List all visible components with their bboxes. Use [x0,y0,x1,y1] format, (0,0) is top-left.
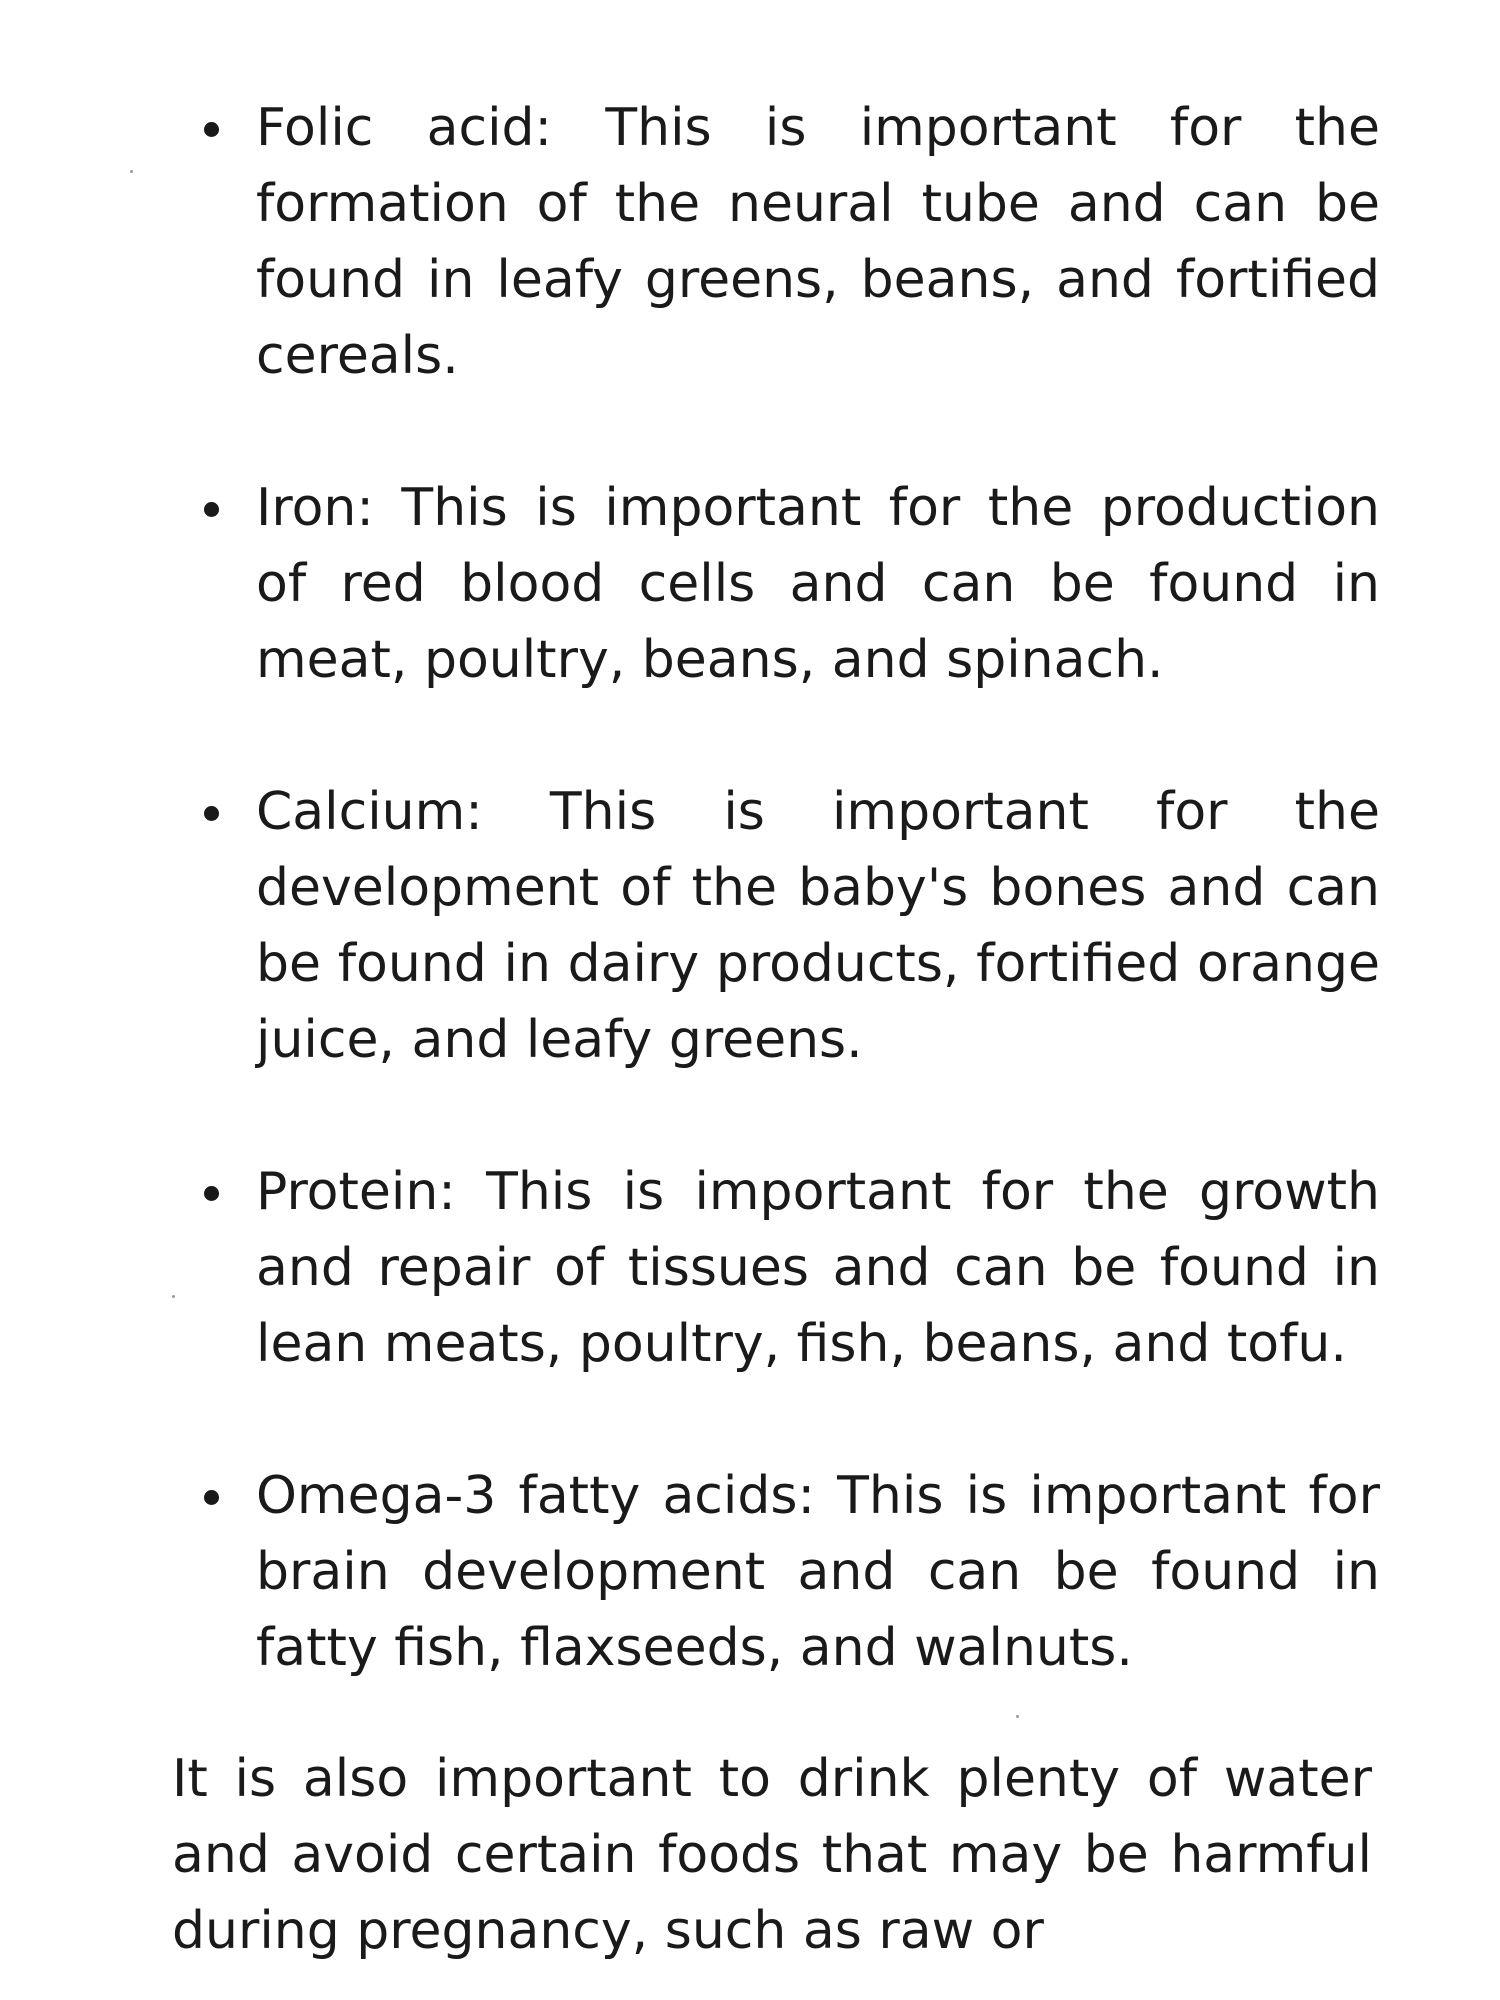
closing-paragraph: It is also important to drink plenty of water and avoid certain foods that may be harmful during pregnancy, such as raw or [172,1749,1372,1961]
bullet-dot-icon [204,502,219,517]
bullet-calcium [190,774,1380,1078]
scan-speck [172,1295,175,1298]
nutrient-bullet-list [190,90,1380,1686]
bullet-protein [190,1154,1380,1382]
bullet-text: Folic acid: This is important for the formation of the neural tube and can be found in leafy greens, beans, and fortified cereals. [256,98,1380,386]
scan-speck [130,170,133,173]
bullet-iron [190,470,1380,698]
bullet-dot-icon [204,806,219,821]
bullet-text: Calcium: This is important for the development of the baby's bones and can be found in dairy products, fortified orange juice, and leafy greens. [256,782,1380,1070]
bullet-dot-icon [204,1186,219,1201]
bullet-dot-icon [204,122,219,137]
bullet-text: Protein: This is important for the growth and repair of tissues and can be found in lean meats, poultry, fish, beans, and tofu. [256,1162,1380,1374]
bullet-folic-acid [190,90,1380,394]
bullet-dot-icon [204,1490,219,1505]
scan-speck [1016,1715,1019,1718]
bullet-text: Iron: This is important for the production of red blood cells and can be found in meat, poultry, beans, and spinach. [256,478,1380,690]
bullet-omega-3 [190,1458,1380,1686]
bullet-text: Omega-3 fatty acids: This is important for brain development and can be found in fatty fish, flaxseeds, and walnuts. [256,1466,1380,1678]
